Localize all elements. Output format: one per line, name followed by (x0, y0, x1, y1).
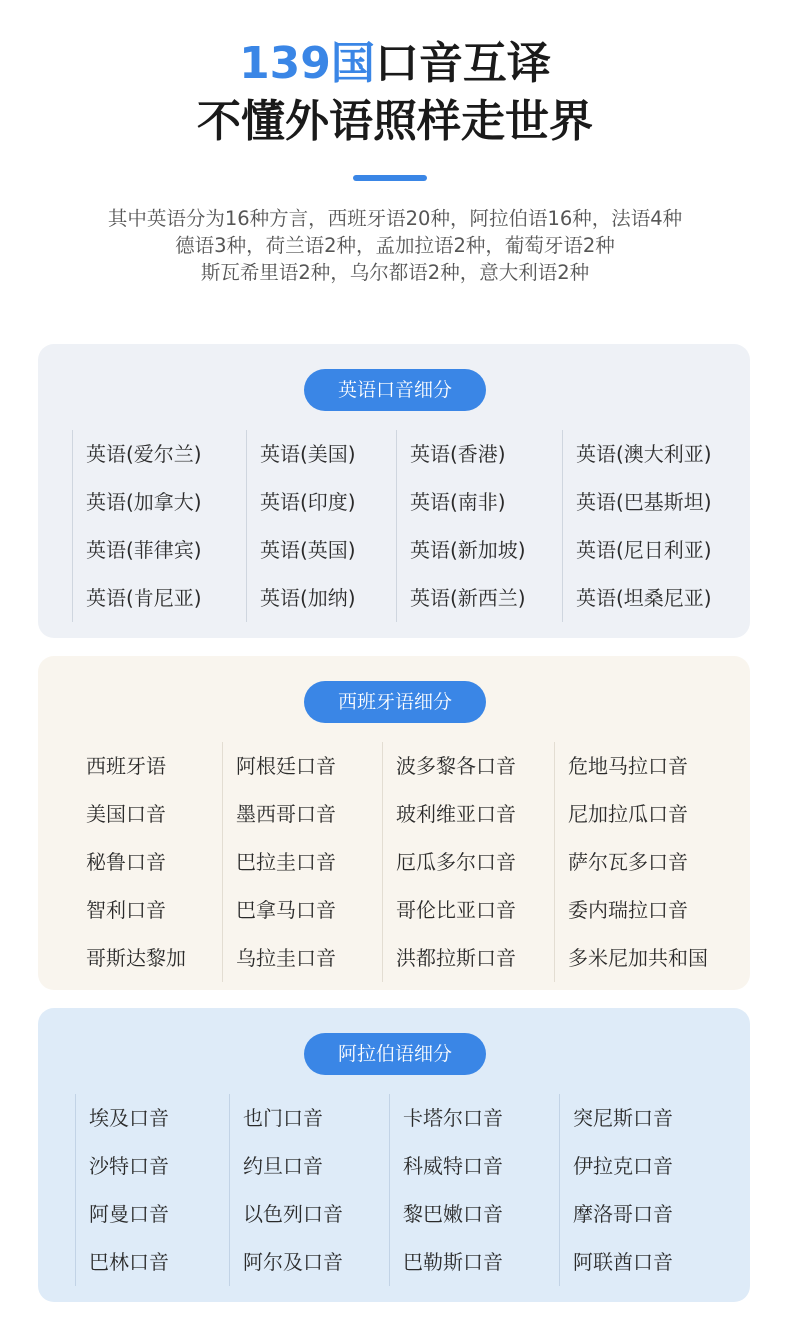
english-accent-item: 英语(香港) (410, 442, 506, 466)
spanish-accent-column (222, 742, 382, 982)
spanish-accent-item: 洪都拉斯口音 (396, 946, 516, 970)
spanish-section-label: 西班牙语细分 (304, 681, 486, 723)
english-accent-column (396, 430, 562, 622)
title-rest: 口音互译 (374, 38, 551, 89)
spanish-accent-grid (72, 742, 724, 982)
spanish-accent-item: 厄瓜多尔口音 (396, 850, 516, 874)
english-accent-column (562, 430, 728, 622)
english-accent-item: 英语(爱尔兰) (86, 442, 202, 466)
english-accent-item: 英语(英国) (260, 538, 356, 562)
intro-text (0, 205, 790, 286)
arabic-accents-card (38, 1008, 750, 1302)
spanish-accent-item: 波多黎各口音 (396, 754, 516, 778)
spanish-accent-item: 智利口音 (86, 898, 166, 922)
spanish-accent-item: 美国口音 (86, 802, 166, 826)
spanish-accent-item: 哥斯达黎加 (86, 946, 186, 970)
spanish-accents-card (38, 656, 750, 990)
spanish-accent-item: 哥伦比亚口音 (396, 898, 516, 922)
english-accent-item: 英语(加纳) (260, 586, 356, 610)
english-accents-card (38, 344, 750, 638)
english-accent-grid (72, 430, 728, 622)
arabic-accent-column (75, 1094, 229, 1286)
arabic-accent-item: 巴林口音 (89, 1250, 169, 1274)
intro-line: 其中英语分为16种方言，西班牙语20种，阿拉伯语16种，法语4种 (107, 207, 683, 230)
spanish-accent-item: 巴拉圭口音 (236, 850, 336, 874)
arabic-accent-column (559, 1094, 719, 1286)
english-accent-item: 英语(印度) (260, 490, 356, 514)
arabic-accent-item: 阿曼口音 (89, 1202, 169, 1226)
arabic-accent-item: 摩洛哥口音 (573, 1202, 673, 1226)
arabic-accent-item: 巴勒斯口音 (403, 1250, 503, 1274)
english-accent-item: 英语(南非) (410, 490, 506, 514)
english-accent-item: 英语(新西兰) (410, 586, 526, 610)
arabic-accent-item: 卡塔尔口音 (403, 1106, 503, 1130)
arabic-accent-column (389, 1094, 559, 1286)
spanish-accent-column (382, 742, 554, 982)
title-underline (353, 175, 427, 181)
english-accent-column (72, 430, 246, 622)
spanish-accent-item: 萨尔瓦多口音 (568, 850, 688, 874)
spanish-accent-item: 多米尼加共和国 (568, 946, 708, 970)
arabic-accent-item: 黎巴嫩口音 (403, 1202, 503, 1226)
arabic-accent-item: 阿尔及口音 (243, 1250, 343, 1274)
english-accent-item: 英语(澳大利亚) (576, 442, 712, 466)
english-accent-item: 英语(新加坡) (410, 538, 526, 562)
spanish-accent-column (72, 742, 222, 982)
arabic-accent-item: 以色列口音 (243, 1202, 343, 1226)
page-title (0, 36, 790, 92)
spanish-accent-item: 巴拿马口音 (236, 898, 336, 922)
arabic-accent-item: 沙特口音 (89, 1154, 169, 1178)
english-accent-item: 英语(坦桑尼亚) (576, 586, 712, 610)
arabic-accent-item: 埃及口音 (89, 1106, 169, 1130)
english-accent-column (246, 430, 396, 622)
spanish-accent-item: 西班牙语 (86, 754, 166, 778)
intro-line: 斯瓦希里语2种，乌尔都语2种，意大利语2种 (200, 261, 590, 284)
english-section-label: 英语口音细分 (304, 369, 486, 411)
arabic-accent-item: 阿联酋口音 (573, 1250, 673, 1274)
spanish-accent-item: 玻利维亚口音 (396, 802, 516, 826)
spanish-accent-item: 阿根廷口音 (236, 754, 336, 778)
spanish-accent-item: 墨西哥口音 (236, 802, 336, 826)
arabic-accent-item: 突尼斯口音 (573, 1106, 673, 1130)
spanish-accent-item: 危地马拉口音 (568, 754, 688, 778)
arabic-accent-item: 约旦口音 (243, 1154, 323, 1178)
arabic-accent-item: 也门口音 (243, 1106, 323, 1130)
english-accent-item: 英语(加拿大) (86, 490, 202, 514)
arabic-accent-item: 科威特口音 (403, 1154, 503, 1178)
title-accent: 139国 (239, 38, 375, 89)
spanish-accent-item: 乌拉圭口音 (236, 946, 336, 970)
arabic-accent-column (229, 1094, 389, 1286)
arabic-section-label: 阿拉伯语细分 (304, 1033, 486, 1075)
spanish-accent-column (554, 742, 724, 982)
english-accent-item: 英语(肯尼亚) (86, 586, 202, 610)
spanish-accent-item: 委内瑞拉口音 (568, 898, 688, 922)
english-accent-item: 英语(美国) (260, 442, 356, 466)
english-accent-item: 英语(菲律宾) (86, 538, 202, 562)
spanish-accent-item: 秘鲁口音 (86, 850, 166, 874)
english-accent-item: 英语(巴基斯坦) (576, 490, 712, 514)
spanish-accent-item: 尼加拉瓜口音 (568, 802, 688, 826)
english-accent-item: 英语(尼日利亚) (576, 538, 712, 562)
page-subtitle: 不懂外语照样走世界 (197, 96, 593, 147)
arabic-accent-item: 伊拉克口音 (573, 1154, 673, 1178)
arabic-accent-grid (75, 1094, 719, 1286)
intro-line: 德语3种，荷兰语2种，孟加拉语2种，葡萄牙语2种 (175, 234, 615, 257)
